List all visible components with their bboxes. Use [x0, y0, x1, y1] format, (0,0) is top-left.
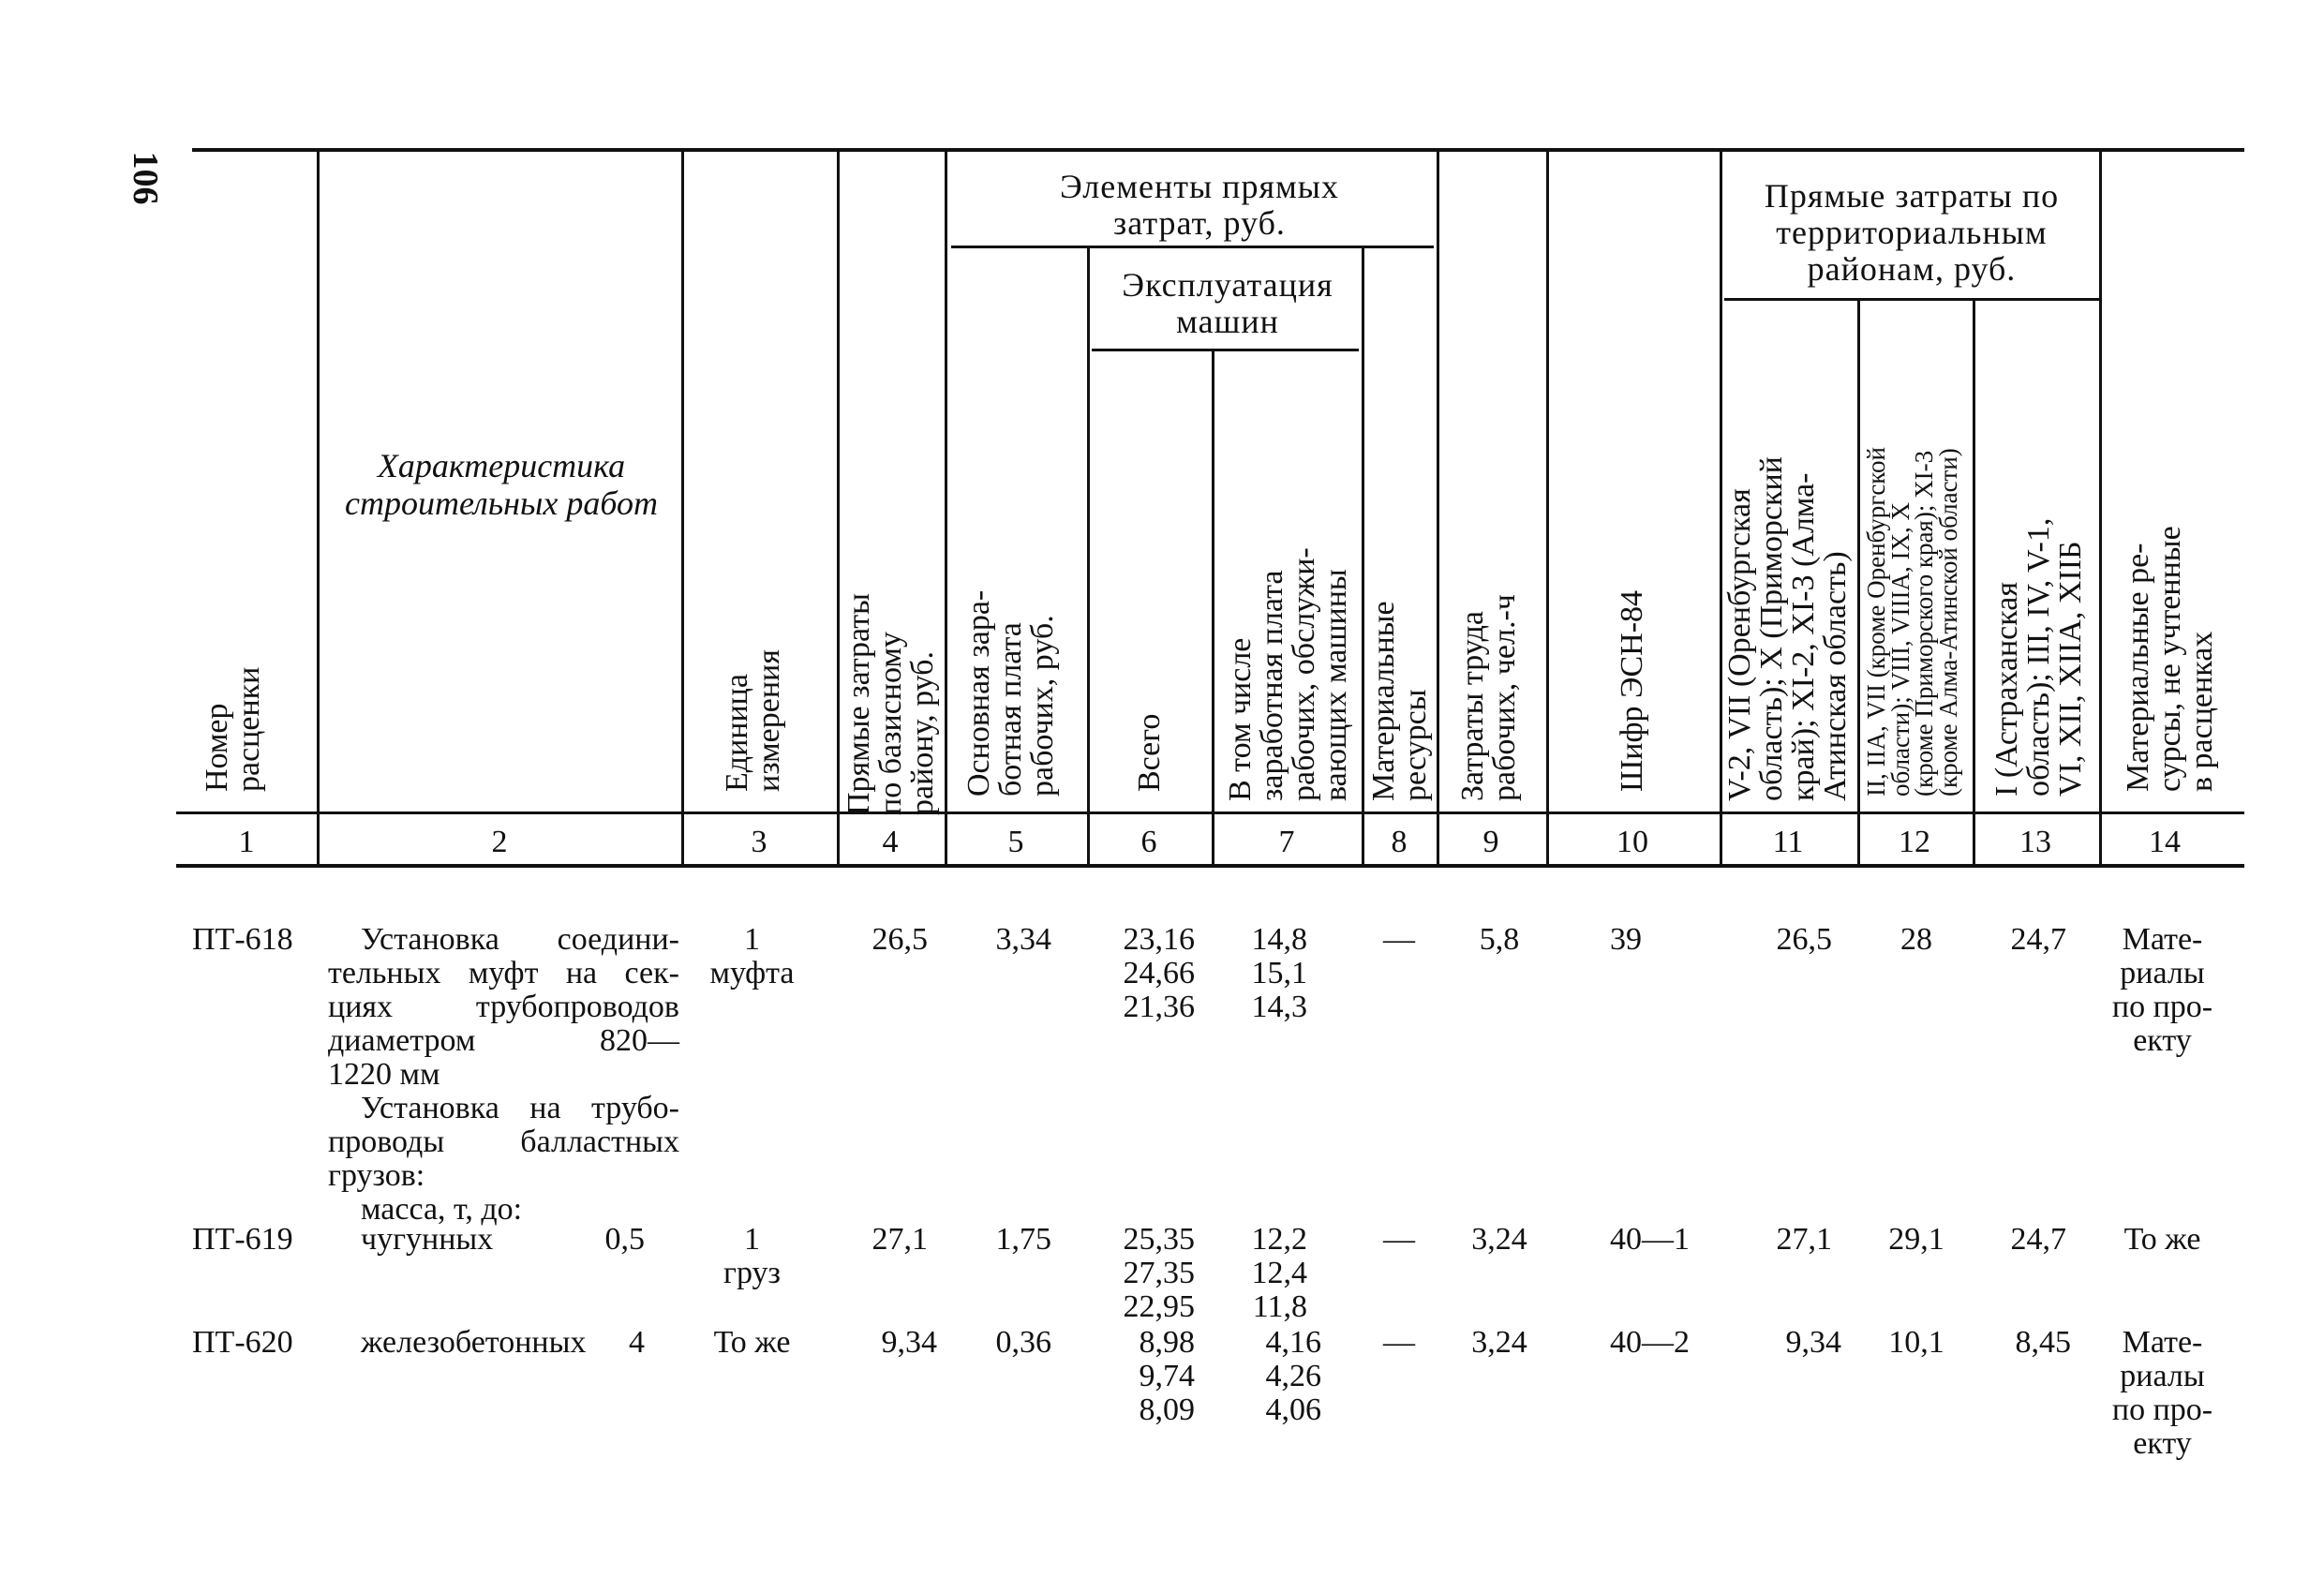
- region-cost-11: 9,34: [1785, 1325, 1841, 1360]
- column-divider: [2099, 152, 2102, 864]
- col9-header: Затраты труда рабочих, чел.-ч: [1455, 594, 1522, 801]
- column-number: 7: [1278, 825, 1295, 859]
- column-divider: [317, 152, 320, 864]
- page-number: 106: [126, 151, 165, 205]
- region-cost-13: 8,45: [2015, 1325, 2071, 1360]
- machines-group-rule: [1092, 349, 1359, 351]
- col6-header: Всего: [1132, 713, 1167, 792]
- column-number: 3: [751, 825, 767, 859]
- work-description: Установка на трубо- проводы балластных грузов: масса, т, до:: [328, 1091, 679, 1227]
- table-top-rule: [192, 148, 2244, 152]
- elements-group-header: Элементы прямых затрат, руб.: [1060, 168, 1339, 242]
- labor-cost: 5,8: [1479, 922, 1520, 957]
- col3-header: Единица измерения: [720, 649, 786, 792]
- ballast-mass: 4: [629, 1325, 645, 1360]
- col12-header: II, IIА, VII (кроме Оренбургской области); VIII, VIIIА, IX, X (кроме Приморского края); XI-3 (кроме Алма-Атинской области): [1862, 446, 1962, 796]
- regions-group-header: Прямые затраты по территориальным районам, руб.: [1764, 177, 2060, 288]
- col14-header: Материальные ре- сурсы, не учтенные в расценках: [2121, 526, 2219, 792]
- machines-group-header: Эксплуатация машин: [1122, 266, 1333, 340]
- column-number: 12: [1899, 825, 1930, 859]
- column-divider: [837, 152, 840, 864]
- header-bottom-rule: [176, 811, 2244, 814]
- col13-header: I (Астраханская область); III, IV, V-1, VI, XII, XIIА, XIIБ: [1989, 517, 2088, 796]
- column-number: 11: [1772, 825, 1804, 859]
- column-number: 4: [882, 825, 899, 859]
- col7-header: В том числе заработная плата рабочих, обслужи- вающих машины: [1223, 547, 1353, 801]
- machine-wage: 12,2 12,4 11,8: [1251, 1222, 1307, 1324]
- column-number: 10: [1616, 825, 1648, 859]
- direct-cost-base: 27,1: [872, 1222, 928, 1257]
- work-item: железобетонных: [361, 1325, 587, 1360]
- column-number: 2: [491, 825, 508, 859]
- column-number: 6: [1140, 825, 1157, 859]
- col8-header: Материальные ресурсы: [1366, 601, 1433, 801]
- base-wage: 1,75: [995, 1222, 1051, 1257]
- region-cost-13: 24,7: [2010, 1222, 2066, 1257]
- work-description: Установка соедини- тельных муфт на сек- циях трубопроводов диаметром 820— 1220 мм: [328, 922, 679, 1092]
- unit: 1 муфта: [709, 922, 795, 990]
- column-divider: [1857, 301, 1860, 864]
- col10-header: Шифр ЭСН-84: [1615, 589, 1649, 792]
- unit: 1 груз: [723, 1222, 781, 1290]
- machine-total: 25,35 27,35 22,95: [1123, 1222, 1195, 1324]
- column-numbers-rule: [176, 864, 2244, 868]
- machine-total: 23,16 24,66 21,36: [1123, 922, 1195, 1024]
- col5-header: Основная зара- ботная плата рабочих, руб.: [961, 589, 1060, 796]
- column-divider: [1437, 152, 1439, 864]
- region-cost-11: 26,5: [1776, 922, 1832, 957]
- material-resources: —: [1383, 922, 1415, 957]
- material-resources: —: [1383, 1222, 1415, 1257]
- column-divider: [1087, 248, 1090, 864]
- direct-cost-base: 9,34: [881, 1325, 937, 1360]
- labor-cost: 3,24: [1471, 1325, 1527, 1360]
- work-item: чугунных: [361, 1222, 494, 1257]
- unaccounted-materials: Мате- риалы по про- екту: [2111, 1325, 2213, 1461]
- machine-total: 8,98 9,74 8,09: [1139, 1325, 1195, 1427]
- column-divider: [1546, 152, 1549, 864]
- esn-code: 40—2: [1610, 1325, 1690, 1360]
- region-cost-12: 10,1: [1888, 1325, 1944, 1360]
- column-divider: [1212, 351, 1214, 864]
- column-number: 5: [1007, 825, 1024, 859]
- rate-code: ПТ-618: [192, 922, 293, 957]
- column-divider: [1973, 301, 1975, 864]
- region-cost-12: 29,1: [1888, 1222, 1944, 1257]
- base-wage: 0,36: [995, 1325, 1051, 1360]
- material-resources: —: [1383, 1325, 1415, 1360]
- rate-code: ПТ-620: [192, 1325, 293, 1360]
- esn-code: 39: [1610, 922, 1642, 957]
- rate-code: ПТ-619: [192, 1222, 293, 1257]
- esn-code: 40—1: [1610, 1222, 1690, 1257]
- column-number: 13: [2019, 825, 2051, 859]
- unaccounted-materials: То же: [2123, 1222, 2201, 1257]
- column-number: 8: [1391, 825, 1408, 859]
- column-divider: [1362, 248, 1364, 864]
- col1-header: Номер расценки: [200, 666, 266, 792]
- machine-wage: 14,8 15,1 14,3: [1251, 922, 1307, 1024]
- ballast-mass: 0,5: [604, 1222, 645, 1257]
- column-divider: [681, 152, 684, 864]
- regions-group-rule: [1724, 298, 2099, 301]
- labor-cost: 3,24: [1471, 1222, 1527, 1257]
- direct-cost-base: 26,5: [872, 922, 928, 957]
- col4-header: Прямые затраты по базисному району, руб.: [842, 593, 940, 815]
- base-wage: 3,34: [995, 922, 1051, 957]
- column-number: 14: [2149, 825, 2181, 859]
- region-cost-12: 28: [1900, 922, 1932, 957]
- column-number: 1: [238, 825, 255, 859]
- unit: То же: [713, 1325, 791, 1360]
- machine-wage: 4,16 4,26 4,06: [1265, 1325, 1321, 1427]
- region-cost-13: 24,7: [2010, 922, 2066, 957]
- col11-header: V-2, VII (Оренбургская область); X (Приморский край); XI-2, XI-3 (Алма- Атинская область): [1722, 456, 1853, 801]
- column-divider: [945, 152, 947, 864]
- region-cost-11: 27,1: [1776, 1222, 1832, 1257]
- column-number: 9: [1482, 825, 1499, 859]
- unaccounted-materials: Мате- риалы по про- екту: [2111, 922, 2213, 1058]
- characteristic-header: Характеристика строительных работ: [345, 447, 658, 522]
